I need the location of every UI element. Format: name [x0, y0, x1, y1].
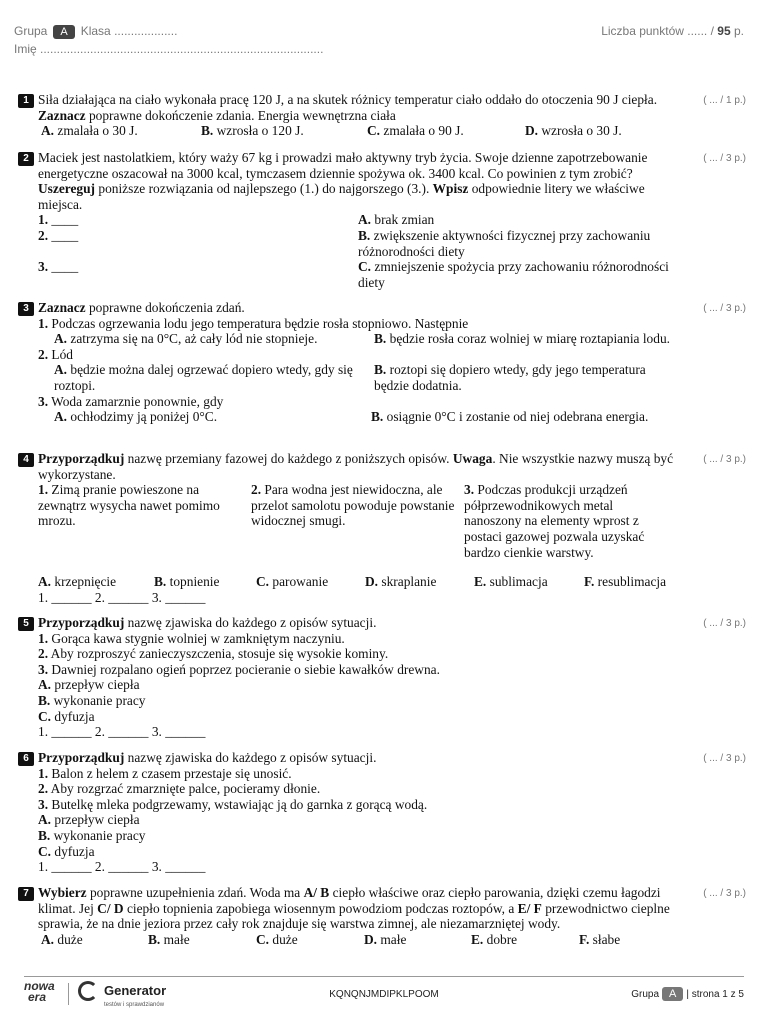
task-number: 6 [18, 752, 34, 766]
option-2b[interactable]: B. roztopi się dopiero wtedy, gdy jego temperatura będzie dodatnia. [374, 362, 646, 393]
task-text: poprawne dokończenia zdań. [88, 300, 245, 315]
option-b[interactable]: B. małe [148, 931, 190, 947]
task-number: 7 [18, 887, 34, 901]
task-4 [18, 451, 746, 605]
task-7 [18, 885, 746, 947]
task-text: przewodnictwo cieplne sprawia, że na dnie jeziora przez cały rok znajduje się warstwa zimnej, ale niezamarzniętej wody. [38, 900, 670, 932]
name-field[interactable]: ..................................................................................... [40, 42, 324, 56]
situation-1: 1. Balon z helem z czasem przestaje się unosić. [38, 765, 292, 781]
task-text: nazwę zjawiska do każdego z opisów sytuacji. [127, 750, 377, 765]
option-a[interactable]: A. zmalała o 30 J. [41, 123, 138, 139]
group-badge: A [53, 25, 74, 39]
task-1 [18, 92, 746, 139]
task-command: Przyporządkuj [38, 451, 125, 466]
option-b: B. topnienie [154, 574, 220, 590]
generator-subtitle: testów i sprawdzianów [104, 1002, 165, 1008]
option-d[interactable]: D. małe [364, 931, 407, 947]
task-command: Zaznacz [38, 107, 86, 123]
answer-blanks[interactable]: 1. ______ 2. ______ 3. ______ [38, 589, 206, 605]
task-number: 4 [18, 453, 34, 467]
option-a[interactable]: A. duże [41, 931, 83, 947]
answer-slot-2[interactable]: 2. ____ [38, 227, 79, 243]
statement-2: 2. Lód [38, 346, 73, 362]
task-text: poprawne uzupełnienia zdań. Woda ma [89, 885, 301, 900]
option-1b[interactable]: B. będzie rosła coraz wolniej w miarę roztapiania lodu. [374, 331, 670, 347]
task-points: ( ... / 3 p.) [703, 618, 746, 629]
option-c: C. dyfuzja [38, 843, 95, 859]
page-indicator: Grupa A | strona 1 z 5 [631, 988, 744, 1000]
option-f: F. resublimacja [584, 574, 667, 590]
situation-1: 1. Gorąca kawa stygnie wolniej w zamkniętym naczyniu. [38, 630, 345, 646]
task-points: ( ... / 3 p.) [703, 153, 746, 164]
option-a: A. przepływ ciepła [38, 677, 140, 693]
task-text: nazwę zjawiska do każdego z opisów sytuacji. [127, 615, 377, 630]
option-a: A. przepływ ciepła [38, 812, 140, 828]
answer-slot-1[interactable]: 1. ____ [38, 212, 79, 228]
statement-3: 3. Woda zamarznie ponownie, gdy [38, 393, 224, 409]
answer-blanks[interactable]: 1. ______ 2. ______ 3. ______ [38, 724, 206, 740]
option-c: C. dyfuzja [38, 708, 95, 724]
class-field[interactable]: ................... [114, 24, 178, 38]
description-1: 1. Zimą pranie powieszone na zewnątrz wysycha nawet pomimo mrozu. [38, 482, 220, 529]
task-text: odpowiednie litery we właściwe miejsca. [38, 181, 645, 212]
document-code: KQNQNJMDIPKLPOOM [329, 989, 439, 1000]
task-command: Wybierz [38, 885, 87, 900]
option-a: A. krzepnięcie [38, 574, 117, 590]
task-text: poniższe rozwiązania od najlepszego (1.) do najgorszego (3.). [98, 181, 430, 197]
task-points: ( ... / 1 p.) [703, 95, 746, 106]
task-text: Maciek jest nastolatkiem, który waży 67 kg i prowadzi mało aktywny tryb życia. Swoje dzienne zapotrzebowanie energetyczne oszacował na 3000 kcal, tymczasem dziennie spożywa ok. 3400 kcal. Co powinien z tym zrobić? [38, 150, 648, 181]
task-6 [18, 750, 746, 875]
option-c[interactable]: C. duże [256, 931, 298, 947]
choice-ab: A/ B [303, 885, 330, 900]
description-3: 3. Podczas produkcji urządzeń półprzewodnikowych metal nanoszony na elementy wprost z postaci gazowej pozwala uzyskać bardzo cienkie warstwy. [464, 482, 645, 560]
option-e[interactable]: E. dobre [471, 931, 518, 947]
group-badge: A [662, 987, 683, 1001]
situation-2: 2. Aby rozproszyć zanieczyszczenia, stosuje się wysokie kominy. [38, 646, 389, 662]
answer-blanks[interactable]: 1. ______ 2. ______ 3. ______ [38, 859, 206, 875]
option-b: B. zwiększenie aktywności fizycznej przy zachowaniu różnorodności diety [358, 227, 651, 259]
name-label: Imię [14, 42, 37, 56]
answer-slot-3[interactable]: 3. ____ [38, 259, 79, 275]
task-2 [18, 150, 746, 290]
task-text: Siła działająca na ciało wykonała pracę 120 J, a na skutek różnicy temperatur ciało oddało do otoczenia 90 J ciepła. [38, 92, 658, 107]
description-2: 2. Para wodna jest niewidoczna, ale przelot samolotu powoduje powstanie widocznej smugi. [251, 482, 455, 529]
task-note: Uwaga [452, 451, 493, 466]
task-text: nazwę przemiany fazowej do każdego z poniższych opisów. [127, 451, 450, 466]
task-text: ciepło właściwe oraz ciepło parowania, dzięki czemu łagodzi klimat. Jej [38, 885, 661, 916]
task-command: Przyporządkuj [38, 615, 125, 630]
task-text: . Nie wszystkie nazwy muszą być wykorzystane. [38, 451, 674, 482]
option-b: B. wykonanie pracy [38, 827, 146, 843]
task-number: 5 [18, 617, 34, 631]
page-header [14, 24, 744, 60]
task-number: 2 [18, 152, 34, 166]
option-3b[interactable]: B. osiągnie 0°C i zostanie od niej odebrana energia. [371, 409, 649, 425]
task-3 [18, 300, 746, 425]
option-b: B. wykonanie pracy [38, 692, 146, 708]
task-points: ( ... / 3 p.) [703, 888, 746, 899]
option-b[interactable]: B. wzrosła o 120 J. [201, 123, 304, 139]
choice-cd: C/ D [97, 900, 124, 916]
option-d: D. skraplanie [365, 574, 437, 590]
task-points: ( ... / 3 p.) [703, 454, 746, 465]
task-number: 3 [18, 302, 34, 316]
task-points: ( ... / 3 p.) [703, 753, 746, 764]
option-d[interactable]: D. wzrosła o 30 J. [525, 123, 622, 139]
total-points: Liczba punktów ...... / 95 p. [601, 24, 744, 38]
task-command: Uszereguj [38, 181, 96, 197]
option-c: C. parowanie [256, 574, 329, 590]
task-text: ciepło topnienia zapobiega wiosennym powodziom podczas roztopów, a [126, 900, 515, 916]
task-command: Przyporządkuj [38, 750, 125, 765]
task-command: Zaznacz [38, 300, 86, 315]
option-2a[interactable]: A. będzie można dalej ogrzewać dopiero wtedy, gdy się roztopi. [54, 362, 353, 393]
option-3a[interactable]: A. ochłodzimy ją poniżej 0°C. [54, 409, 218, 425]
task-5 [18, 615, 746, 740]
task-text: poprawne dokończenie zdania. Energia wewnętrzna ciała [88, 107, 396, 123]
statement-1: 1. Podczas ogrzewania lodu jego temperatura będzie rosła stopniowo. Następnie [38, 315, 469, 331]
situation-2: 2. Aby rozgrzać zmarznięte palce, pocieramy dłonie. [38, 781, 321, 797]
option-c[interactable]: C. zmalała o 90 J. [367, 123, 464, 139]
group-label: Grupa [14, 24, 48, 38]
option-f[interactable]: F. słabe [579, 931, 621, 947]
situation-3: 3. Dawniej rozpalano ogień poprzez pocieranie o siebie kawałków drewna. [38, 661, 440, 677]
nowa-era-logo: nowa era [24, 979, 55, 1004]
option-c: C. zmniejszenie spożycia przy zachowaniu różnorodności diety [358, 259, 669, 290]
option-a: A. brak zmian [358, 212, 435, 228]
task-number: 1 [18, 94, 34, 108]
choice-ef: E/ F [517, 900, 542, 916]
option-1a[interactable]: A. zatrzyma się na 0°C, aż cały lód nie stopnieje. [54, 331, 318, 347]
generator-title: Generator [104, 983, 167, 998]
page-footer [24, 976, 744, 1013]
situation-3: 3. Butelkę mleka podgrzewamy, wstawiając ją do garnka z gorącą wodą. [38, 796, 428, 812]
class-label: Klasa [80, 24, 111, 38]
option-e: E. sublimacja [474, 574, 548, 590]
task-points: ( ... / 3 p.) [703, 303, 746, 314]
task-command: Wpisz [432, 181, 469, 197]
